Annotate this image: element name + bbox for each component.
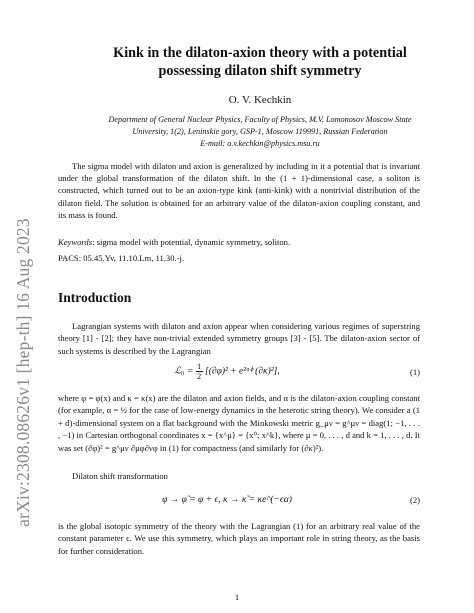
equation-1-fraction-num: 1 (197, 362, 202, 371)
arxiv-identifier (0, 142, 46, 602)
equation-2-math: φ → φ̃ = φ + ϵ, κ → κ̃ = κe^(−ϵα) (162, 495, 292, 505)
arxiv-identifier-text: arXiv:2308.08626v1 [hep-th] 16 Aug 2023 (12, 217, 33, 527)
paragraph-2-text: where φ = φ(x) and κ = κ(x) are the dilaton and axion fields, and α is the dilaton-axion coupling constant (for example, α = ½ for the case of low-energy dynamics in the heterotic string theory). We consider a (1 + d)-dimensional system on a flat background with the Minkowski metric g_μν = g^μν = diag(1; −1, . . . , −1) in Cartesian orthogonal coordinates x = {x^μ} = {x⁰; x^k}, where μ = 0, . . . , d and k = 1, . . . , d. It was set (∂φ)² = g^μν ∂μφ∂νφ in (1) for compactness (and similarly for (∂κ)²). (58, 393, 420, 453)
paragraph-1 (58, 320, 420, 357)
equation-2-number: (2) (409, 495, 420, 505)
keywords-text: : sigma model with potential, dynamic symmetry, soliton. (92, 237, 291, 247)
abstract-text: The sigma model with dilaton and axion is generalized by including in it a potential that is invariant under the global transformation of the dilaton shift. In the (1 + 1)-dimensional case, a soliton is constructed, which turned out to be an axion-type kink (anti-kink) with a nontrivial distribution of the dilaton field. The solution is obtained for an arbitrary value of the dilaton-axion coupling constant, and its mass is found. (58, 161, 420, 220)
paragraph-3 (58, 470, 420, 482)
paragraph-3-text: Dilaton shift transformation (72, 471, 168, 481)
paper-title (50, 44, 470, 80)
keywords-label: Keywords (58, 237, 93, 247)
paragraph-4-text: is the global isotopic symmetry of the theory with the Lagrangian (1) for an arbitrary real value of the constant parameter ϵ. We use this symmetry, which plays an important role in string theory, as the basis for further consideration. (58, 521, 420, 556)
equation-1-rhs: [(∂φ)² + e²ᵅᶲ (∂κ)²], (205, 366, 280, 377)
equation-1-math (58, 362, 396, 381)
keywords (58, 237, 290, 247)
author: O. V. Kechkin (228, 94, 292, 106)
affiliation-line-2: University, 1(2), Leninskie gory, GSP-1, Moscow 119991, Russian Federation (132, 127, 388, 136)
section-title: Introduction (58, 290, 132, 305)
title-line-2: possessing dilaton shift symmetry (158, 63, 362, 79)
equation-1-number: (1) (409, 366, 420, 377)
affiliation (50, 114, 470, 150)
pacs-codes: PACS: 05.45.Yv, 11.10.Lm, 11.30.-j. (58, 253, 185, 263)
equation-1-lhs: ℒ₀ = (174, 366, 196, 377)
affiliation-email: E-mail: o.v.kechkin@physics.msu.ru (200, 139, 320, 148)
affiliation-line-1: Department of General Nuclear Physics, Faculty of Physics, M.V. Lomonosov Moscow State (108, 115, 412, 124)
equation-1 (58, 362, 420, 381)
paragraph-4 (58, 520, 420, 557)
equation-2 (58, 495, 420, 505)
paragraph-2 (58, 392, 420, 454)
paragraph-1-text: Lagrangian systems with dilaton and axion appear when considering various regimes of superstring theory [1] - [2]; they have non-trivial extended symmetry groups [3] - [5]. The dilaton-axion sector of such systems is described by the Lagrangian (58, 321, 420, 356)
equation-1-fraction-den: 2 (197, 372, 202, 381)
page-number: 1 (234, 592, 240, 602)
title-line-1: Kink in the dilaton-axion theory with a potential (113, 45, 407, 61)
equation-1-fraction (196, 362, 203, 381)
abstract (58, 160, 420, 221)
